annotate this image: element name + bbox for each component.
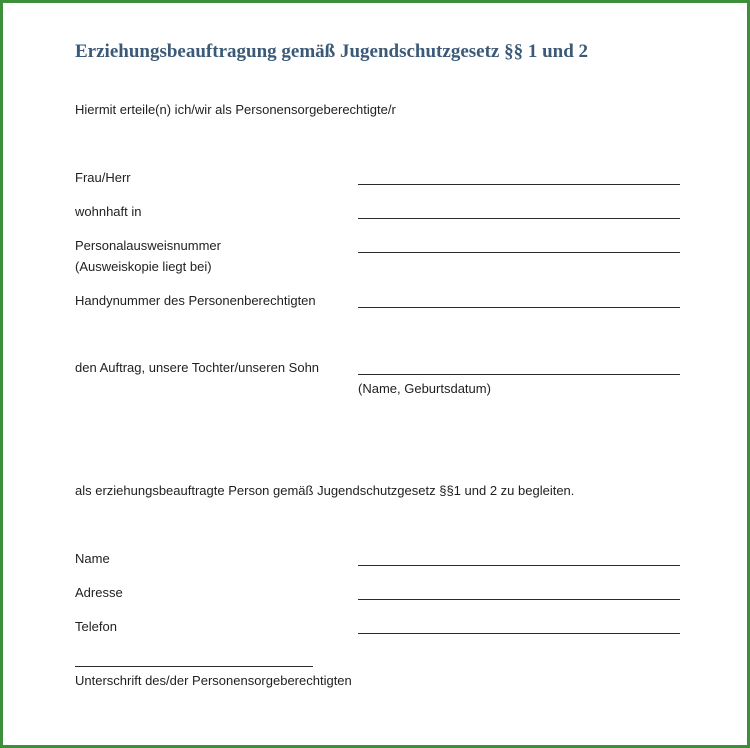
guardian-id-note: (Ausweiskopie liegt bei) <box>75 259 212 274</box>
signature-line <box>75 666 313 667</box>
representative-name-label: Name <box>75 551 110 566</box>
intro-text: Hiermit erteile(n) ich/wir als Personensorgeberechtigte/r <box>75 102 396 117</box>
guardian-name-line <box>358 184 680 185</box>
representative-phone-label: Telefon <box>75 619 117 634</box>
mandate-line <box>358 374 680 375</box>
guardian-id-line <box>358 252 680 253</box>
guardian-residence-line <box>358 218 680 219</box>
guardian-id-label: Personalausweisnummer <box>75 238 221 253</box>
representative-phone-line <box>358 633 680 634</box>
mandate-note: (Name, Geburtsdatum) <box>358 381 491 396</box>
guardian-phone-line <box>358 307 680 308</box>
representative-name-line <box>358 565 680 566</box>
representative-address-label: Adresse <box>75 585 123 600</box>
guardian-phone-label: Handynummer des Personenberechtigten <box>75 293 316 308</box>
representative-address-line <box>358 599 680 600</box>
guardian-residence-label: wohnhaft in <box>75 204 142 219</box>
mandate-label: den Auftrag, unsere Tochter/unseren Sohn <box>75 360 320 375</box>
guardian-name-label: Frau/Herr <box>75 170 131 185</box>
purpose-text: als erziehungsbeauftragte Person gemäß Jugendschutzgesetz §§1 und 2 zu begleiten. <box>75 483 575 498</box>
signature-label: Unterschrift des/der Personensorgeberechtigten <box>75 673 352 688</box>
document-title: Erziehungsbeauftragung gemäß Jugendschutzgesetz §§ 1 und 2 <box>75 41 589 62</box>
